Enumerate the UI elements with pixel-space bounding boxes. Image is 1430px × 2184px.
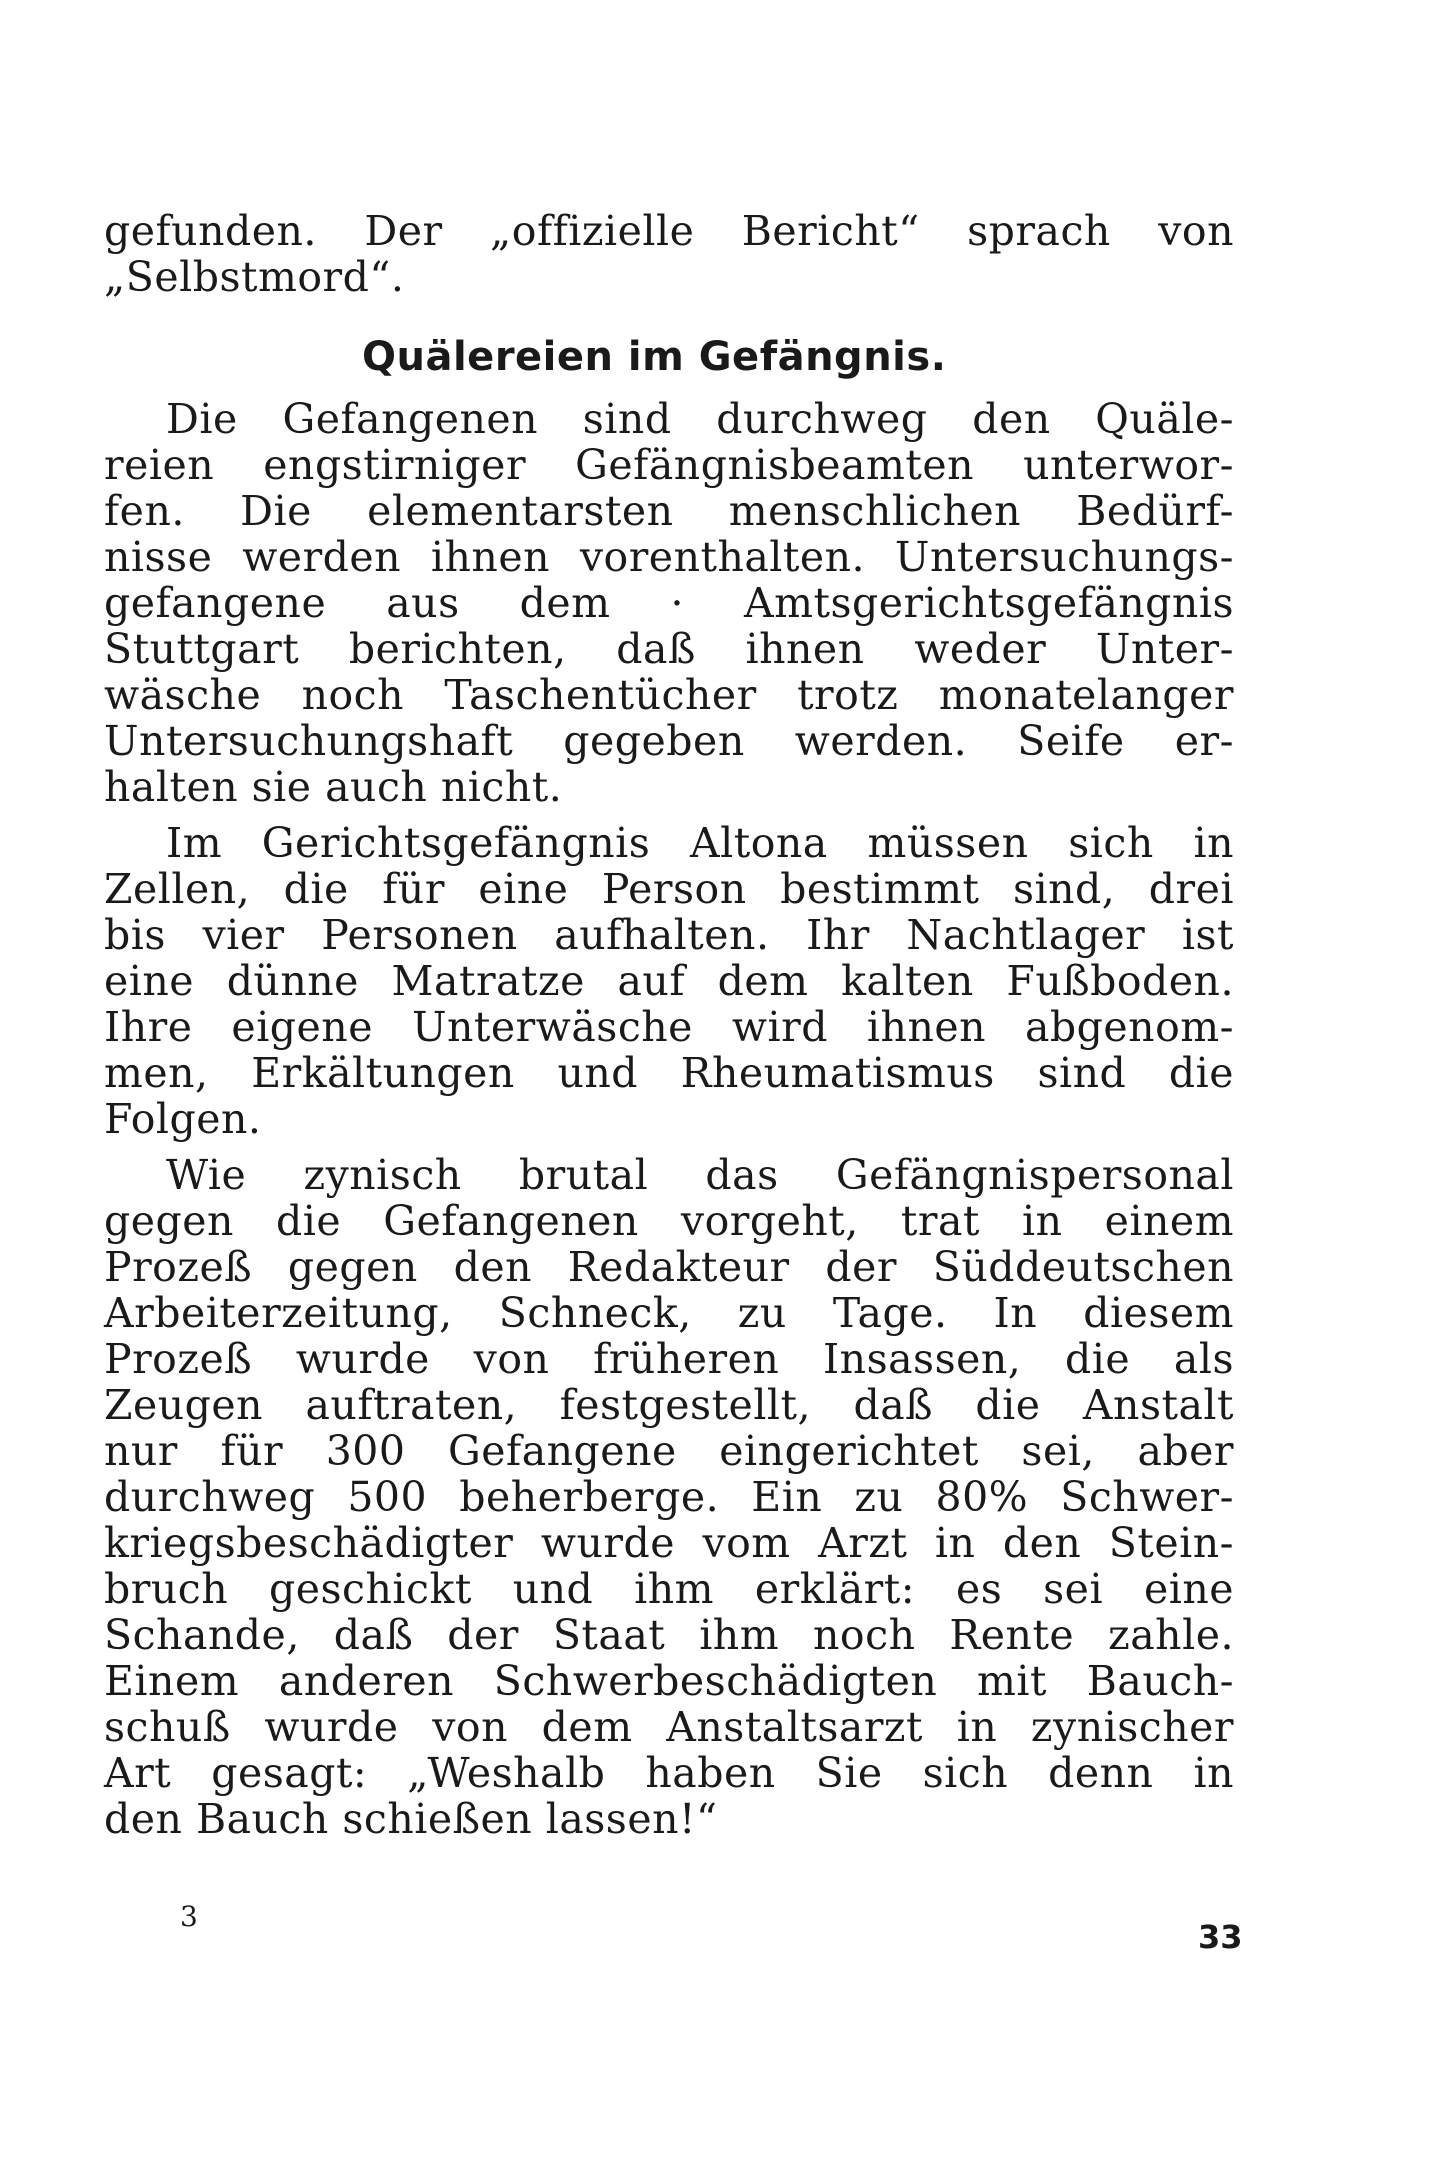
text-line: men, Erkältungen und Rheumatismus sind die [104, 1049, 1234, 1097]
paragraph-2 [104, 820, 1234, 1142]
text-line: Schande, daß der Staat ihm noch Rente zahle. [104, 1611, 1234, 1659]
text-line: gefangene aus dem · Amtsgerichtsgefängnis [104, 579, 1234, 627]
signature-mark: 3 [180, 1900, 198, 1933]
paragraph-1 [104, 396, 1234, 810]
text-line: Einem anderen Schwerbeschädigten mit Bauch- [104, 1657, 1234, 1705]
text-line: Arbeiterzeitung, Schneck, zu Tage. In diesem [104, 1289, 1234, 1337]
text-line: Folgen. [104, 1095, 262, 1143]
text-line: gegen die Gefangenen vorgeht, trat in einem [104, 1197, 1234, 1245]
intro-paragraph [104, 208, 1234, 300]
text-line: „Selbstmord“. [104, 253, 405, 301]
text-line: wäsche noch Taschentücher trotz monatelanger [104, 671, 1234, 719]
text-line: eine dünne Matratze auf dem kalten Fußboden. [104, 957, 1234, 1005]
text-line: Art gesagt: „Weshalb haben Sie sich denn in [104, 1749, 1234, 1797]
text-line: Ihre eigene Unterwäsche wird ihnen abgenom- [104, 1003, 1234, 1051]
text-line: Prozeß wurde von früheren Insassen, die als [104, 1335, 1234, 1383]
text-line: Stuttgart berichten, daß ihnen weder Unter- [104, 625, 1234, 673]
text-line: Im Gerichtsgefängnis Altona müssen sich in [166, 819, 1234, 867]
text-line: Prozeß gegen den Redakteur der Süddeutschen [104, 1243, 1234, 1291]
text-line: Zeugen auftraten, festgestellt, daß die Anstalt [104, 1381, 1234, 1429]
text-line: halten sie auch nicht. [104, 763, 563, 811]
text-line: bruch geschickt und ihm erklärt: es sei eine [104, 1565, 1234, 1613]
text-line: Zellen, die für eine Person bestimmt sind, drei [104, 865, 1234, 913]
paragraph-3 [104, 1152, 1234, 1842]
text-line: gefunden. Der „offizielle Bericht“ sprach von [104, 207, 1234, 255]
text-line: nisse werden ihnen vorenthalten. Untersuchungs- [104, 533, 1234, 581]
text-line: Wie zynisch brutal das Gefängnispersonal [166, 1151, 1234, 1199]
text-line: Die Gefangenen sind durchweg den Quäle- [166, 395, 1234, 443]
text-line: durchweg 500 beherberge. Ein zu 80% Schwer- [104, 1473, 1234, 1521]
section-heading: Quälereien im Gefängnis. [362, 334, 947, 380]
text-line: kriegsbeschädigter wurde vom Arzt in den Stein- [104, 1519, 1234, 1567]
text-line: fen. Die elementarsten menschlichen Bedürf- [104, 487, 1234, 535]
text-line: bis vier Personen aufhalten. Ihr Nachtlager ist [104, 911, 1234, 959]
text-line: den Bauch schießen lassen!“ [104, 1795, 718, 1843]
text-line: Untersuchungshaft gegeben werden. Seife er- [104, 717, 1234, 765]
page-body [104, 208, 1234, 1842]
text-line: reien engstirniger Gefängnisbeamten unterwor- [104, 441, 1234, 489]
text-line: schuß wurde von dem Anstaltsarzt in zynischer [104, 1703, 1234, 1751]
page-number: 33 [1198, 1918, 1243, 1956]
text-line: nur für 300 Gefangene eingerichtet sei, aber [104, 1427, 1234, 1475]
